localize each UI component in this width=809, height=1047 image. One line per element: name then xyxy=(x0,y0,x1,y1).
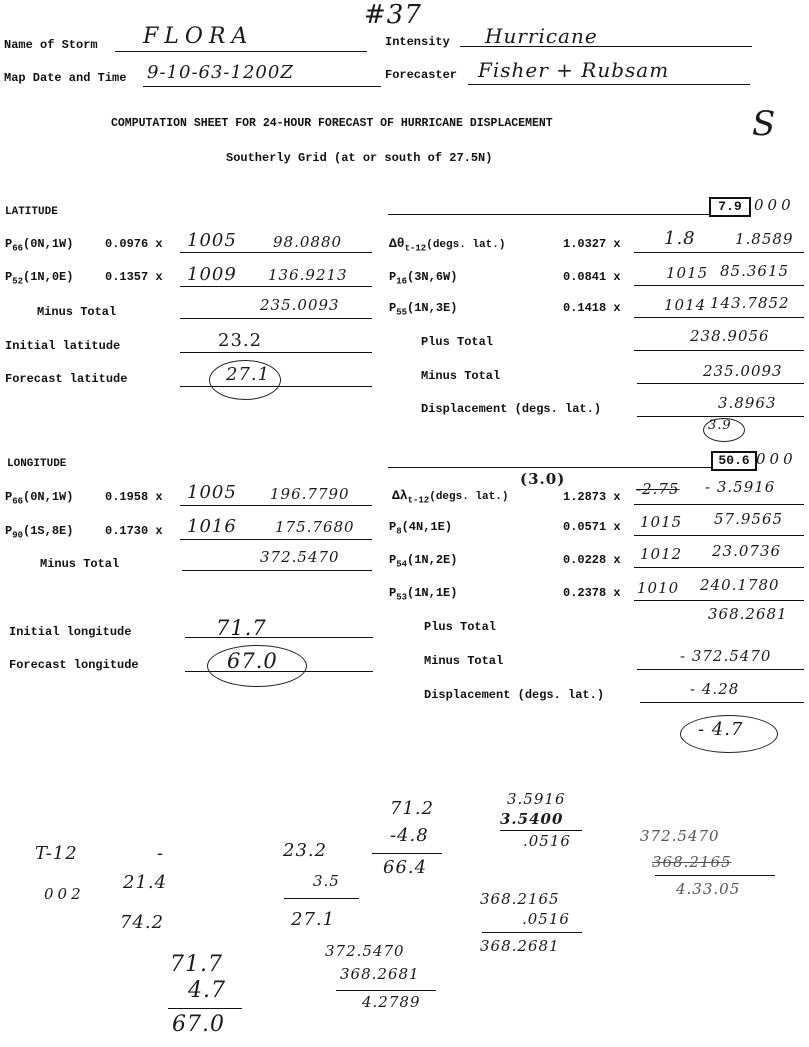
lon-left-row-2-input: 1016 xyxy=(187,516,237,537)
lon-delta-result: - 3.5916 xyxy=(705,478,776,496)
lat-delta-label: $\Delta\theta_{t-12}(degs$. lat.) xyxy=(389,236,506,254)
sheet-number: #37 xyxy=(364,0,422,30)
longitude-section-label: LONGITUDE xyxy=(7,458,67,470)
scratch-f2: 3.5400 xyxy=(500,810,564,828)
lon-right-row-1-input: 1015 xyxy=(640,513,683,531)
forecaster-line xyxy=(468,84,750,85)
lat-right-row-2-input: 1014 xyxy=(664,296,707,314)
lon-right-row-3-coef: 0.2378 x xyxy=(563,586,621,600)
lon-displacement-value: - 4.28 xyxy=(690,680,740,698)
lat-plus-total-line xyxy=(634,350,804,351)
lat-left-minus-total-label: Minus Total xyxy=(37,305,117,319)
scratch-f-line xyxy=(500,830,582,831)
lon-right-row-3-input: 1010 xyxy=(637,579,680,597)
scratch-h2: 368.2165 xyxy=(652,853,732,871)
lat-minus-total-label: Minus Total xyxy=(421,369,501,383)
scratch-g2: .0516 xyxy=(522,910,570,928)
lon-left-row-1-coef: 0.1958 x xyxy=(105,490,163,504)
scratch-e-line xyxy=(336,990,436,991)
scratch-e3: 4.2789 xyxy=(362,993,421,1011)
lon-left-row-2-line xyxy=(180,539,372,540)
scratch-d2: -4.8 xyxy=(390,825,429,846)
lat-minus-total-value: 235.0093 xyxy=(703,362,783,380)
forecaster-label: Forecaster xyxy=(385,68,458,82)
scratch-h3: 4.33.05 xyxy=(676,880,741,898)
lat-right-row-1-input: 1015 xyxy=(666,264,709,282)
lon-delta-line xyxy=(634,504,804,505)
lon-right-row-3-label: $P_{53}(1N,1E)$ xyxy=(389,586,458,603)
scratch-d3: 66.4 xyxy=(383,857,428,878)
scratch-a3: 002 xyxy=(44,885,85,903)
lon-minus-total-line xyxy=(637,669,804,670)
lon-right-row-2-label: $P_{54}(1N,2E)$ xyxy=(389,553,458,570)
scratch-a2: - xyxy=(157,843,165,864)
lat-left-row-1-result: 98.0880 xyxy=(273,233,343,251)
scratch-h1: 372.5470 xyxy=(640,827,720,845)
map-date-line xyxy=(143,86,381,87)
storm-name-line xyxy=(115,51,367,52)
scratch-f1: 3.5916 xyxy=(507,790,566,808)
forecaster-value: Fisher + Rubsam xyxy=(478,58,670,82)
latitude-section-label: LATITUDE xyxy=(5,206,58,218)
lon-delta-input: -2.75 xyxy=(636,480,680,498)
lon-right-row-3-result: 240.1780 xyxy=(700,576,780,594)
lon-right-row-1-result: 57.9565 xyxy=(714,510,784,528)
scratch-c-line xyxy=(284,898,359,899)
scratch-b3: 67.0 xyxy=(172,1012,225,1037)
sheet-subtitle: Southerly Grid (at or south of 27.5N) xyxy=(226,151,493,165)
lat-left-minus-total-value: 235.0093 xyxy=(260,296,340,314)
lon-delta-coef: 1.2873 x xyxy=(563,490,621,504)
forecast-latitude-label: Forecast latitude xyxy=(5,372,128,386)
lat-left-row-2-coef: 0.1357 x xyxy=(105,270,163,284)
lat-right-row-1-line xyxy=(634,285,804,286)
forecast-latitude-value: 27.1 xyxy=(226,364,271,385)
lon-right-row-3-line xyxy=(634,600,804,601)
lat-right-row-1-result: 85.3615 xyxy=(720,262,790,280)
lon-left-row-2-result: 175.7680 xyxy=(275,518,355,536)
lat-plus-total-value: 238.9056 xyxy=(690,327,770,345)
latitude-constant-suffix: 000 xyxy=(754,196,795,214)
lat-right-row-2-result: 143.7852 xyxy=(710,294,790,312)
lon-right-row-2-result: 23.0736 xyxy=(712,542,782,560)
scratch-d1: 71.2 xyxy=(390,798,435,819)
lat-minus-total-line xyxy=(637,383,804,384)
lat-left-row-1-input: 1005 xyxy=(187,230,237,251)
initial-longitude-line xyxy=(185,637,373,638)
initial-longitude-label: Initial longitude xyxy=(9,625,132,639)
lon-minus-total-value: - 372.5470 xyxy=(680,647,772,665)
lat-plus-total-label: Plus Total xyxy=(421,335,494,349)
storm-name-value: FLORA xyxy=(143,24,254,49)
intensity-label: Intensity xyxy=(385,35,450,49)
lon-displacement-label: Displacement (degs. lat.) xyxy=(424,688,605,702)
lat-displacement-value: 3.8963 xyxy=(718,394,777,412)
scratch-c2: 3.5 xyxy=(313,872,340,890)
lon-minus-total-label: Minus Total xyxy=(424,654,504,668)
scratch-f3: .0516 xyxy=(523,832,571,850)
lon-right-row-1-label: $P_8(4N,1E)$ xyxy=(389,520,453,537)
storm-name-label: Name of Storm xyxy=(4,38,98,52)
map-date-label: Map Date and Time xyxy=(4,71,127,85)
lat-right-row-2-line xyxy=(634,317,804,318)
lat-delta-input: 1.8 xyxy=(664,228,696,249)
lat-left-row-2-line xyxy=(180,286,372,287)
scratch-g-line xyxy=(482,932,582,933)
scratch-d-line xyxy=(372,853,442,854)
lat-right-row-1-coef: 0.0841 x xyxy=(563,270,621,284)
forecast-longitude-value: 67.0 xyxy=(227,649,278,673)
lon-right-row-1-line xyxy=(634,535,804,536)
forecast-longitude-label: Forecast longitude xyxy=(9,658,139,672)
map-date-value: 9-10-63-1200Z xyxy=(147,62,294,83)
lon-right-row-2-input: 1012 xyxy=(640,545,683,563)
latitude-constant-box: 7.9 xyxy=(709,197,751,217)
lon-left-row-1-input: 1005 xyxy=(187,482,237,503)
lat-left-row-2-label: $P_{52}(1N,0E)$ xyxy=(5,270,74,287)
initial-latitude-label: Initial latitude xyxy=(5,339,121,353)
initial-latitude-line xyxy=(180,352,372,353)
lon-left-minus-total-label: Minus Total xyxy=(40,557,120,571)
scratch-b1: 71.7 xyxy=(170,952,223,977)
lat-right-row-2-coef: 0.1418 x xyxy=(563,301,621,315)
lon-delta-label: $\Delta\lambda_{t-12}(degs$. lat.) xyxy=(392,488,509,506)
intensity-value: Hurricane xyxy=(485,24,598,48)
lon-plus-total-value: 368.2681 xyxy=(708,605,788,623)
lon-left-row-1-label: $P_{66}(0N,1W)$ xyxy=(5,490,74,507)
longitude-constant-suffix: 000 xyxy=(756,450,797,468)
scratch-e2: 368.2681 xyxy=(340,965,420,983)
lat-left-row-1-coef: 0.0976 x xyxy=(105,237,163,251)
lat-displacement-line xyxy=(637,416,804,417)
lat-left-minus-total-line xyxy=(180,318,372,319)
scratch-h-line xyxy=(655,875,775,876)
lat-left-row-2-input: 1009 xyxy=(187,264,237,285)
corner-mark: S xyxy=(752,104,777,144)
scratch-g3: 368.2681 xyxy=(480,937,560,955)
scratch-b2: 4.7 xyxy=(188,978,226,1003)
lon-right-row-2-coef: 0.0228 x xyxy=(563,553,621,567)
lat-left-row-1-label: $P_{66}(0N,1W)$ xyxy=(5,237,74,254)
longitude-constant-box: 50.6 xyxy=(711,451,757,471)
lon-left-minus-total-line xyxy=(182,570,372,571)
scratch-e1: 372.5470 xyxy=(325,942,405,960)
scratch-a1: T-12 xyxy=(35,843,78,864)
scratch-a4: 21.4 xyxy=(123,872,168,893)
sheet-title: COMPUTATION SHEET FOR 24-HOUR FORECAST OF HURRICANE DISPLACEMENT xyxy=(111,117,553,130)
lat-left-row-2-result: 136.9213 xyxy=(268,266,348,284)
lat-delta-line xyxy=(634,252,804,253)
lon-left-row-2-coef: 0.1730 x xyxy=(105,524,163,538)
scratch-c3: 27.1 xyxy=(291,909,336,930)
lat-left-row-1-line xyxy=(180,252,372,253)
lon-displacement-rounded: - 4.7 xyxy=(698,719,744,740)
lon-left-minus-total-value: 372.5470 xyxy=(260,548,340,566)
lon-delta-correction: (3.0) xyxy=(520,470,566,488)
lat-delta-result: 1.8589 xyxy=(735,230,794,248)
initial-latitude-value: 23.2 xyxy=(218,330,263,351)
initial-longitude-value: 71.7 xyxy=(216,616,267,640)
scratch-b-line xyxy=(168,1008,242,1009)
lat-right-row-1-label: $P_{16}(3N,6W)$ xyxy=(389,270,458,287)
lon-displacement-line xyxy=(640,702,804,703)
lon-right-row-2-line xyxy=(634,567,804,568)
lat-displacement-label: Displacement (degs. lat.) xyxy=(421,402,602,416)
lat-right-row-2-label: $P_{55}(1N,3E)$ xyxy=(389,301,458,318)
lon-right-row-1-coef: 0.0571 x xyxy=(563,520,621,534)
scratch-a5: 74.2 xyxy=(120,912,165,933)
longitude-header-line xyxy=(388,467,712,468)
scratch-c1: 23.2 xyxy=(283,840,328,861)
lat-delta-coef: 1.0327 x xyxy=(563,237,621,251)
lon-plus-total-label: Plus Total xyxy=(424,620,497,634)
scratch-g1: 368.2165 xyxy=(480,890,560,908)
lon-left-row-2-label: $P_{90}(1S,8E)$ xyxy=(5,524,74,541)
lon-left-row-1-result: 196.7790 xyxy=(270,485,350,503)
lat-displacement-rounded: 3.9 xyxy=(708,418,732,433)
latitude-header-line xyxy=(388,214,710,215)
lon-left-row-1-line xyxy=(180,505,372,506)
